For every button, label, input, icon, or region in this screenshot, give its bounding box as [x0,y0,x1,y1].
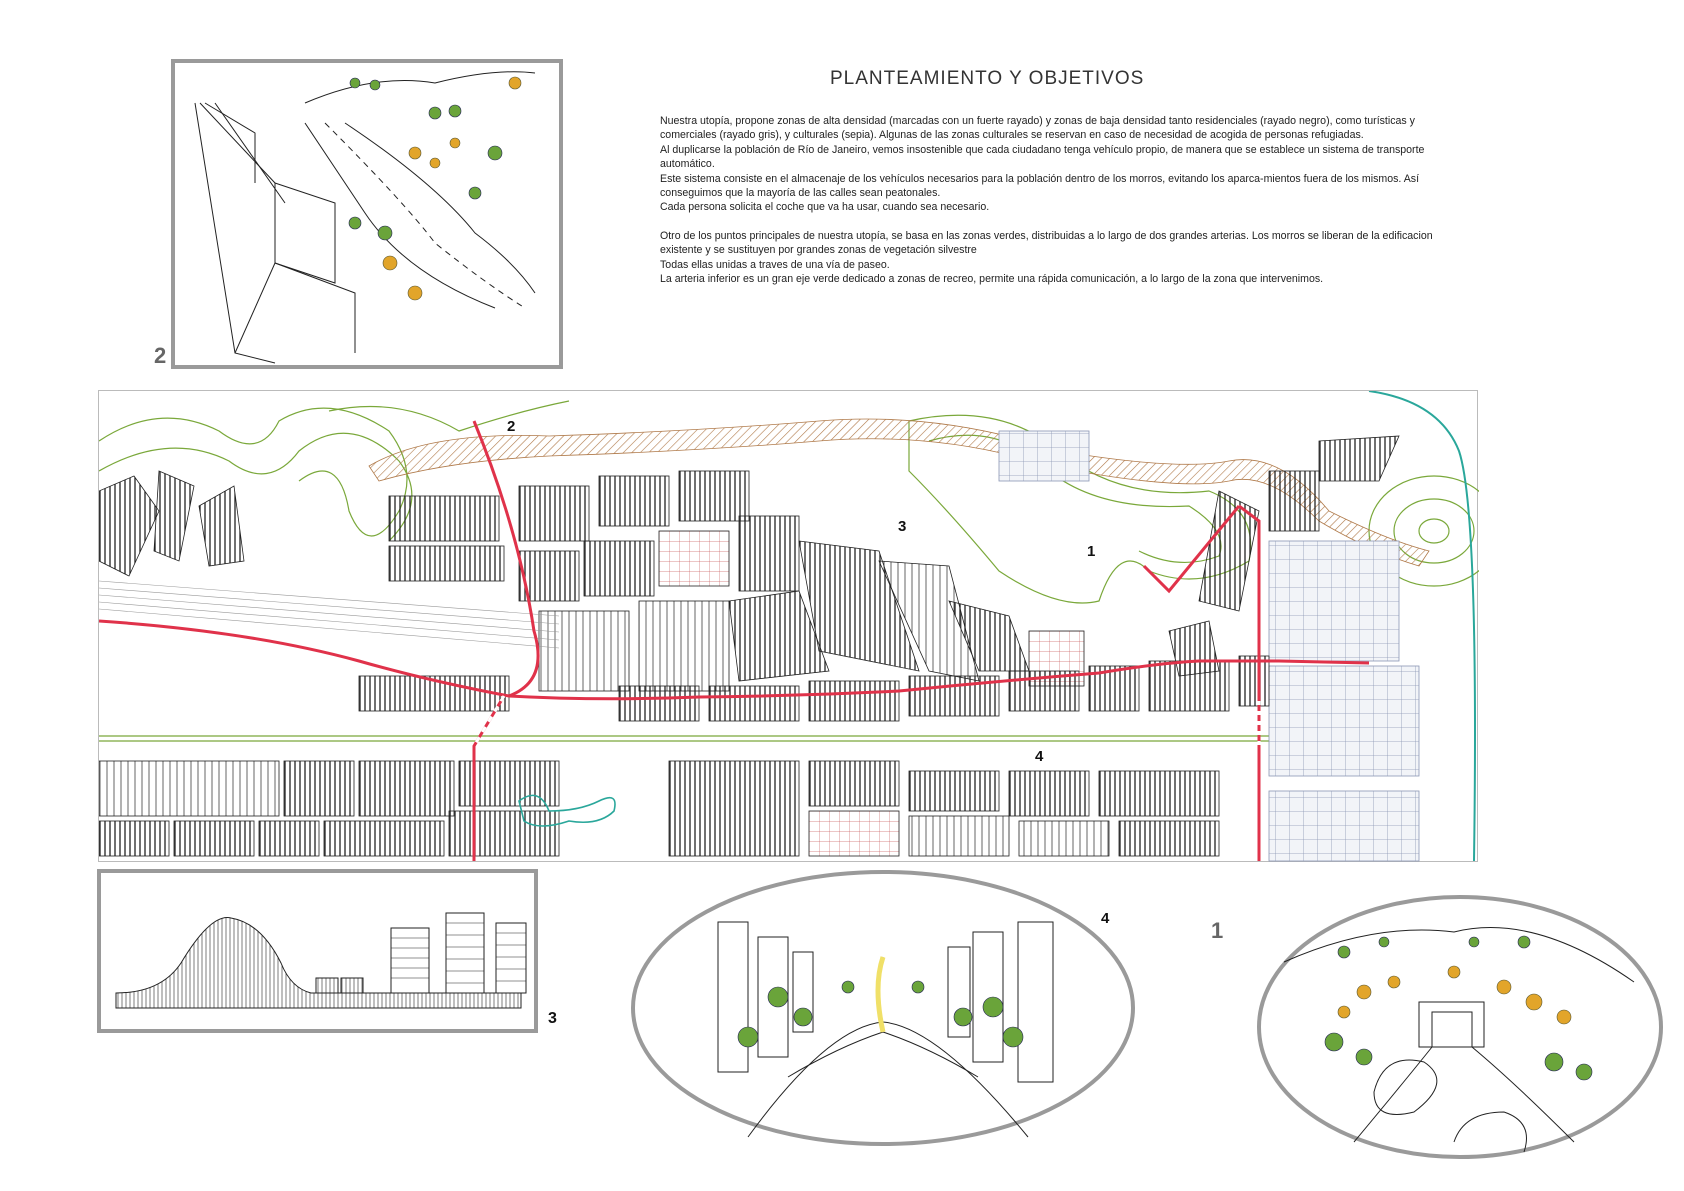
master-plan [98,390,1478,862]
map-label-2: 2 [507,418,516,435]
paragraph-6: Todas ellas unidas a traves de una vía de paseo. [660,258,890,271]
sketch-4-drawing [628,867,1138,1149]
sketch-4-number: 4 [1101,910,1110,927]
map-label-3: 3 [898,518,907,535]
paragraph-2: Al duplicarse la población de Río de Janeiro, vemos insostenible que cada ciudadano tenga vehículo propio, de manera que se establece un sistema de transporte automático. [660,143,1425,171]
section-3-drawing [101,873,534,1029]
paragraph-5: Otro de los puntos principales de nuestra utopía, se basa en las zonas verdes, distribuidas a lo largo de dos grandes arterias. Los morros se liberan de la edificacion existente y se sustituyen por grandes zonas de vegetación silvestre [660,229,1433,257]
paragraph-1: Nuestra utopía, propone zonas de alta densidad (marcadas con un fuerte rayado) y zonas de baja densidad tanto residenciales (rayado negro), como turísticas y comerciales (rayado gris), y culturales (sepia). Algunas de las zonas culturales se reservan en caso de necesidad de acogida de personas refugiadas. [660,115,1415,142]
paragraph-4: Cada persona solicita el coche que va ha usar, cuando sea necesario. [660,201,990,214]
section-3-frame [97,869,538,1033]
section-3-number: 3 [548,1010,557,1027]
master-plan-drawing [99,391,1479,863]
paragraph-7: La arteria inferior es un gran eje verde dedicado a zonas de recreo, permite una rápida comunicación, a lo largo de la zona que intervenimos. [660,273,1324,286]
description-text [660,114,1460,286]
sketch-2-drawing [175,63,559,365]
page-title: PLANTEAMIENTO Y OBJETIVOS [830,68,1145,89]
sketch-1-number: 1 [1211,918,1224,943]
map-label-4: 4 [1035,748,1044,765]
sketch-1-oval [1254,892,1666,1162]
paragraph-3: Este sistema consiste en el almacenaje de los vehículos necesarios para la población dentro de los morros, evitando los aparca-mientos fuera de los mismos. Así conseguimos que la mayoría de las calles sean peatonales. [660,172,1420,200]
sketch-2-frame [171,59,563,369]
sketch-2-number: 2 [154,343,167,368]
sketch-1-drawing [1254,892,1666,1162]
map-label-1: 1 [1087,543,1096,560]
sketch-4-oval [628,867,1138,1149]
